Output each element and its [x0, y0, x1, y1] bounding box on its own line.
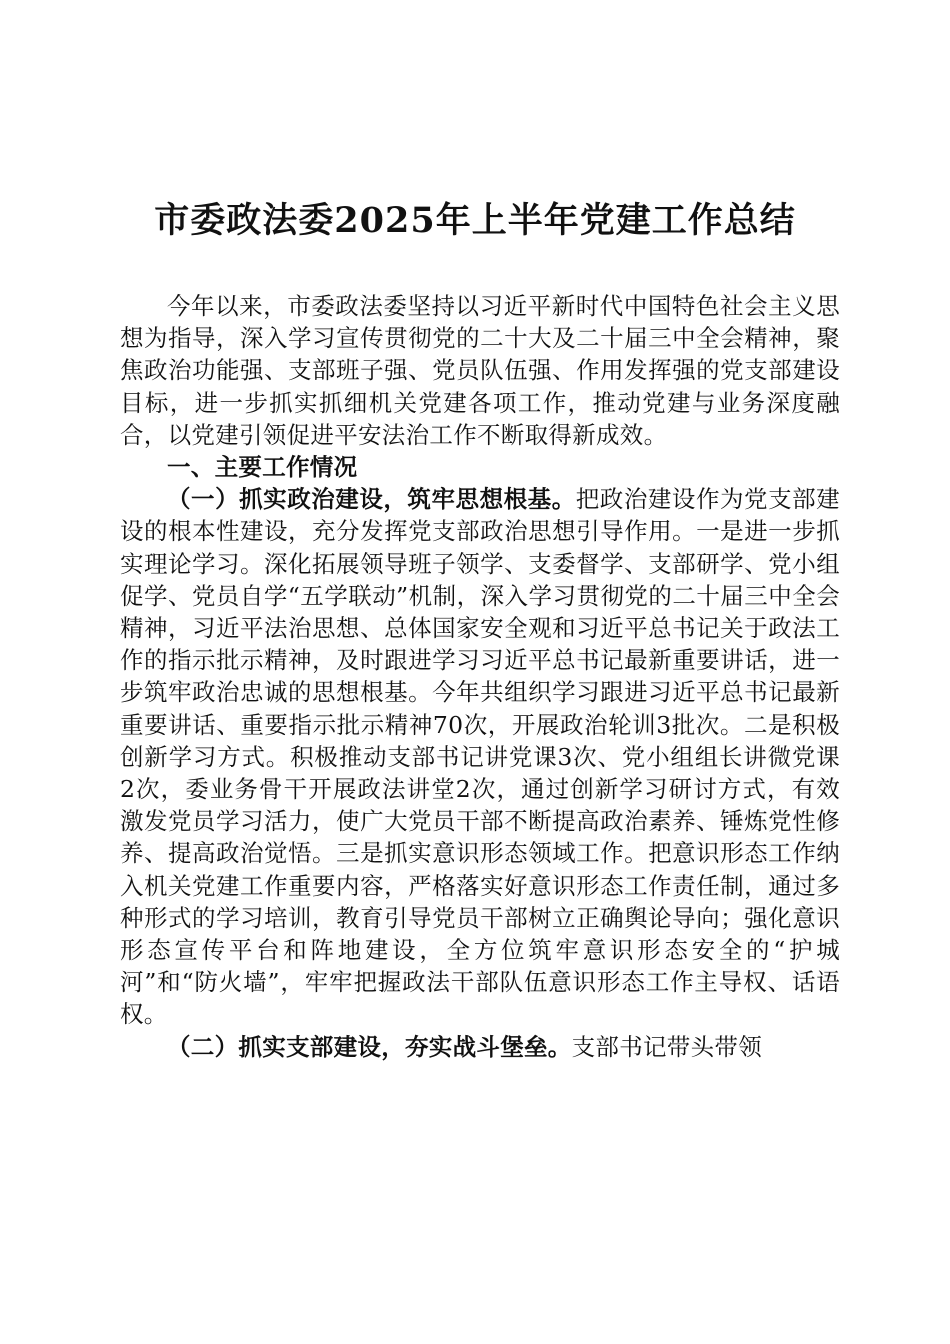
- subsection-1-body: 把政治建设作为党支部建设的根本性建设，充分发挥党支部政治思想引导作用。一是进一步抓实理论学习。深化拓展领导班子领学、支委督学、支部研学、党小组促学、党员自学“五学联动”机制，深入学习贯彻党的二十届三中全会精神，习近平法治思想、总体国家安全观和习近平总书记关于政法工作的指示批示精神，及时跟进学习习近平总书记最新重要讲话，进一步筑牢政治忠诚的思想根基。今年共组织学习跟进习近平总书记最新重要讲话、重要指示批示精神70次，开展政治轮训3批次。二是积极创新学习方式。积极推动支部书记讲党课3次、党小组组长讲微党课2次，委业务骨干开展政法讲堂2次，通过创新学习研讨方式，有效激发党员学习活力，使广大党员干部不断提高政治素养、锤炼党性修养、提高政治觉悟。三是抓实意识形态领域工作。把意识形态工作纳入机关党建工作重要内容，严格落实好意识形态工作责任制，通过多种形式的学习培训，教育引导党员干部树立正确舆论导向；强化意识形态宣传平台和阵地建设，全方位筑牢意识形态安全的“护城河”和“防火墙”，牢牢把握政法干部队伍意识形态工作主导权、话语权。: [120, 485, 840, 1029]
- subsection-political-building: [120, 483, 840, 1030]
- subsection-branch-building: [120, 1031, 840, 1063]
- subsection-2-body: 支部书记带头带领: [571, 1032, 763, 1061]
- section-heading-main-work: 一、主要工作情况: [167, 453, 358, 482]
- intro-paragraph: 今年以来，市委政法委坚持以习近平新时代中国特色社会主义思想为指导，深入学习宣传贯彻党的二十大及二十届三中全会精神，聚焦政治功能强、支部班子强、党员队伍强、作用发挥强的党支部建设目标，进一步抓实抓细机关党建各项工作，推动党建与业务深度融合，以党建引领促进平安法治工作不断取得新成效。: [120, 292, 840, 449]
- subsection-1-lead: （一）抓实政治建设，筑牢思想根基。: [167, 485, 576, 514]
- document-title: 市委政法委2025年上半年党建工作总结: [154, 200, 796, 241]
- subsection-2-lead: （二）抓实支部建设，夯实战斗堡垒。: [167, 1032, 572, 1061]
- document-body: [120, 290, 840, 1063]
